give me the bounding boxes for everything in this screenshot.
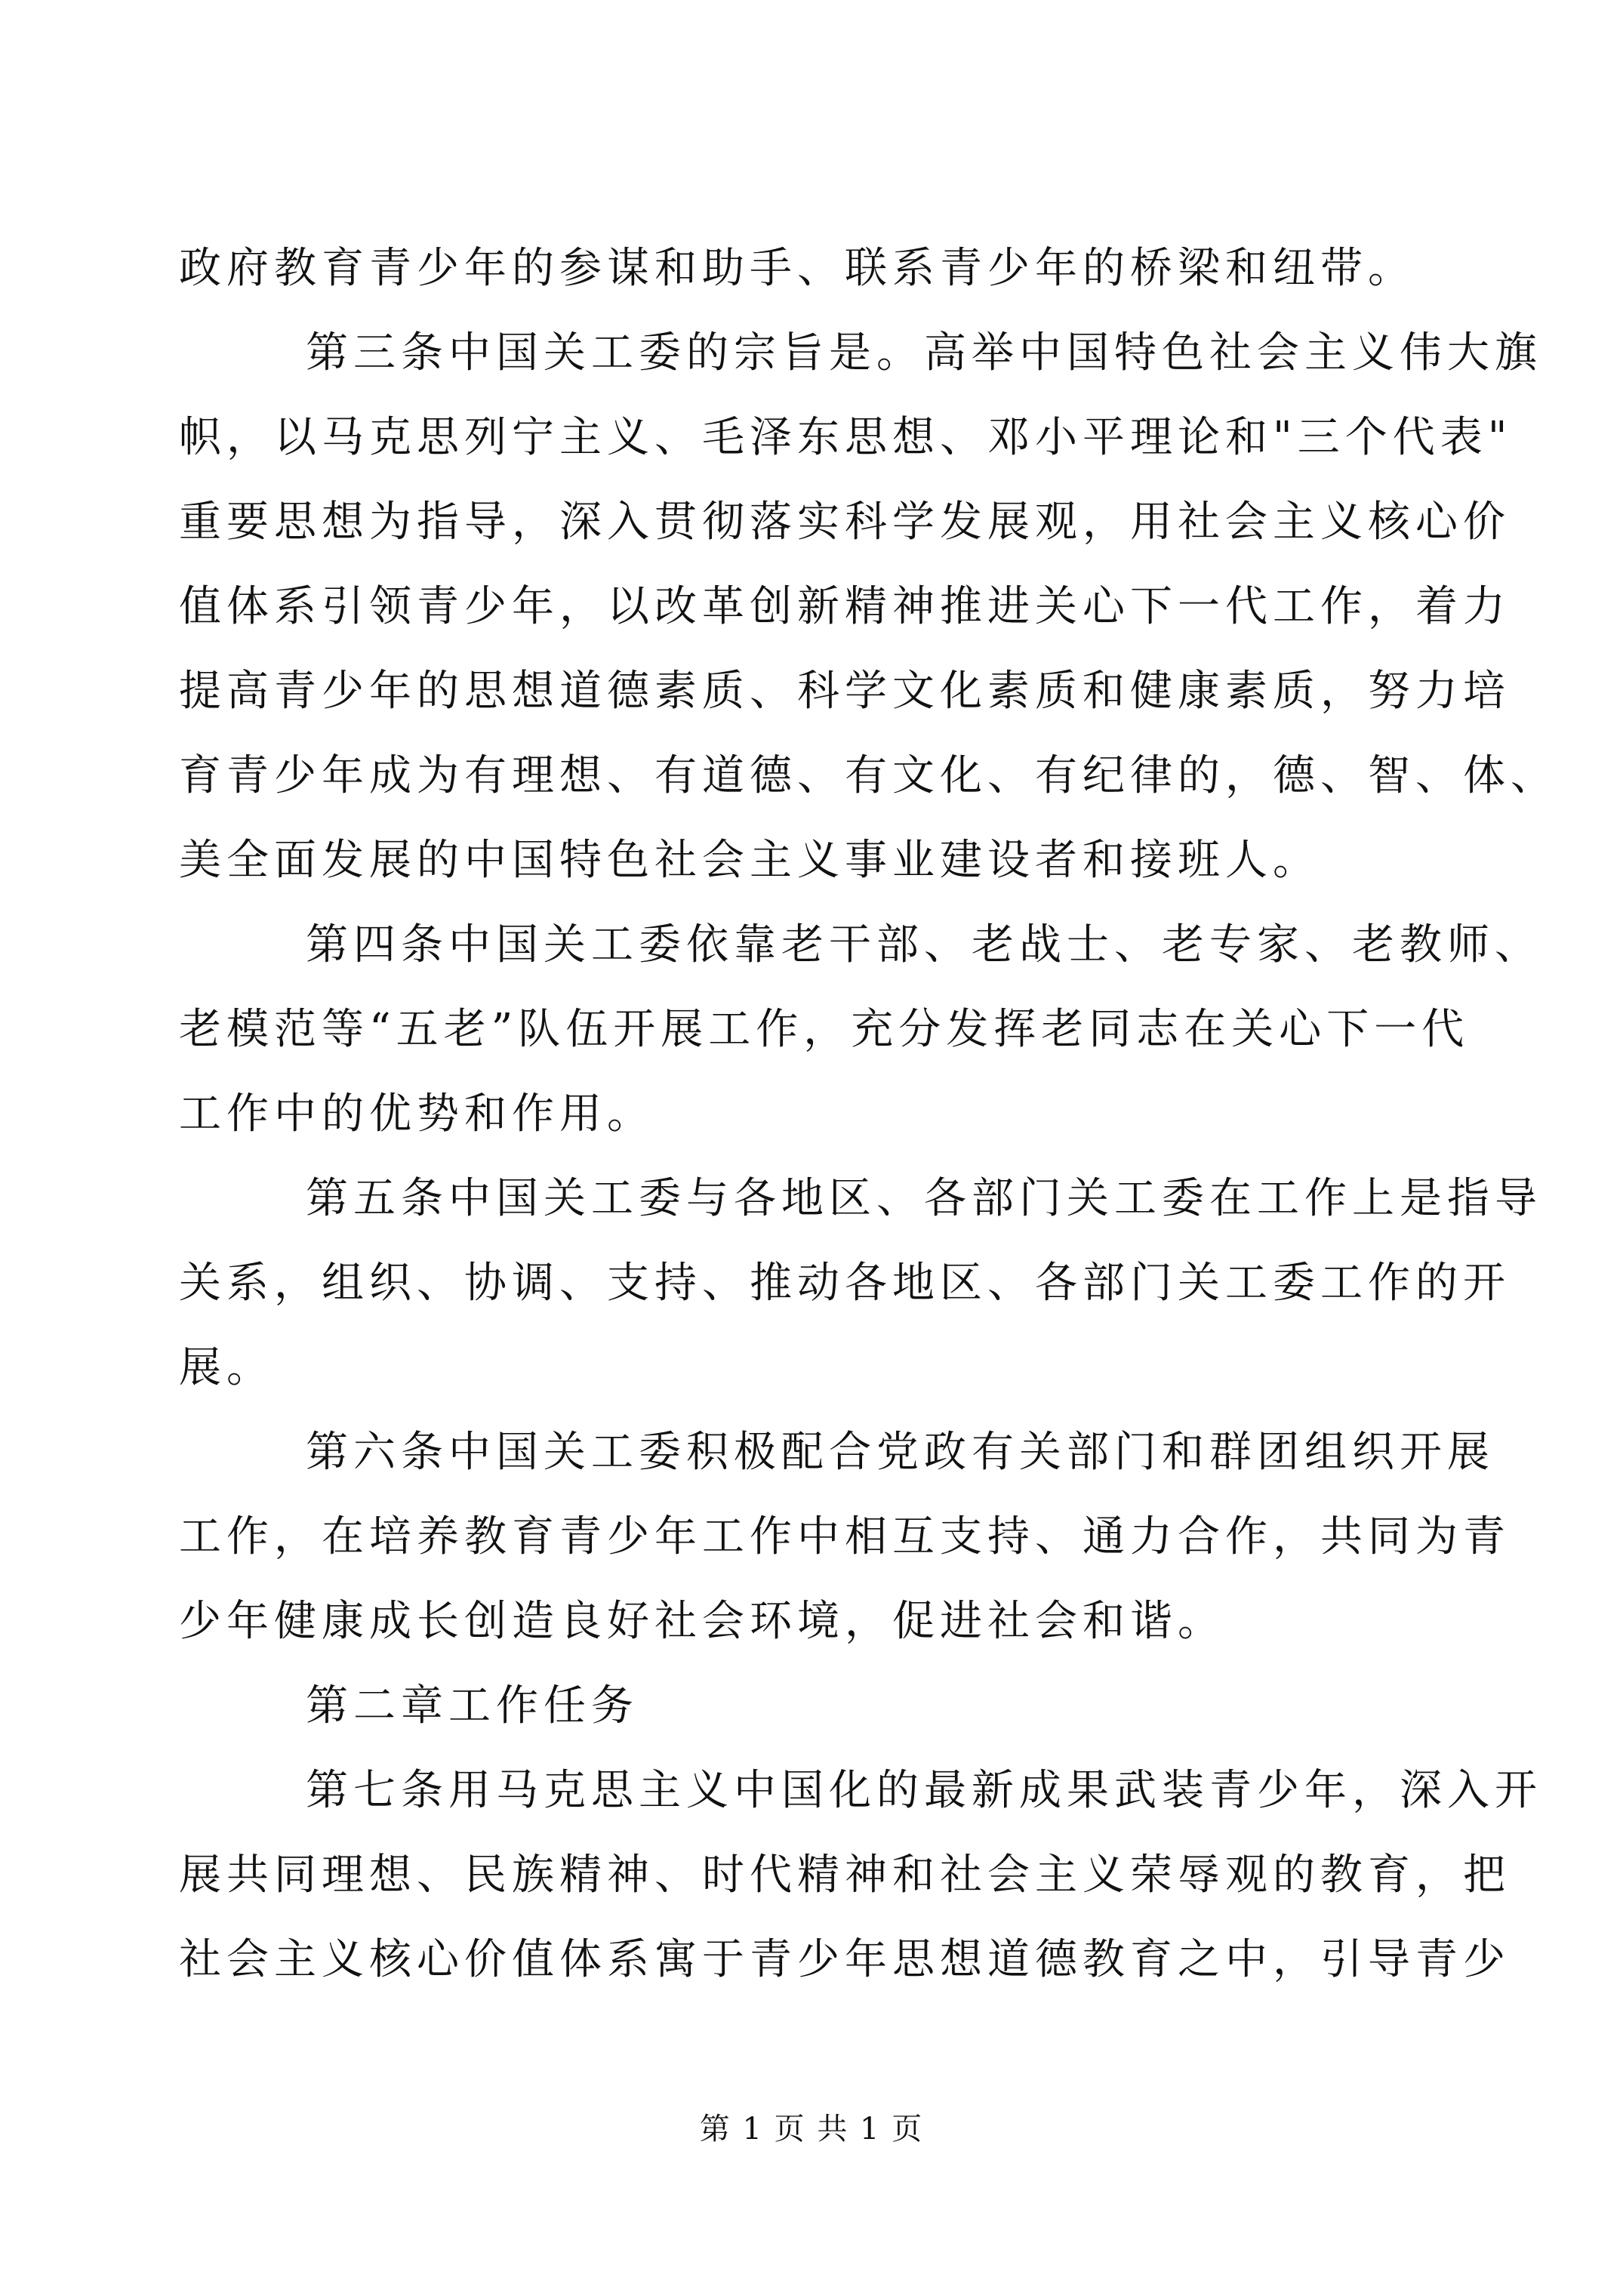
text-line: 第七条用马克思主义中国化的最新成果武装青少年，深入开	[306, 1766, 1542, 1815]
text-line: 第四条中国关工委依靠老干部、老战士、老专家、老教师、	[306, 920, 1542, 969]
text-line: 关系，组织、协调、支持、推动各地区、各部门关工委工作的开	[179, 1259, 1511, 1308]
text-line: 第五条中国关工委与各地区、各部门关工委在工作上是指导	[306, 1174, 1542, 1223]
text-line: 社会主义核心价值体系寓于青少年思想道德教育之中，引导青少	[179, 1935, 1511, 1984]
text-line: 少年健康成长创造良好社会环境，促进社会和谐。	[179, 1597, 1225, 1646]
text-line: 工作中的优势和作用。	[179, 1089, 654, 1139]
text-line: 美全面发展的中国特色社会主义事业建设者和接班人。	[179, 836, 1320, 885]
text-line: 第三条中国关工委的宗旨是。高举中国特色社会主义伟大旗	[306, 328, 1542, 378]
text-line: 育青少年成为有理想、有道德、有文化、有纪律的，德、智、体、	[179, 751, 1558, 800]
text-line: 政府教育青少年的参谋和助手、联系青少年的桥梁和纽带。	[179, 244, 1415, 293]
text-line: 展。	[179, 1343, 274, 1392]
text-line: 帜，以马克思列宁主义、毛泽东思想、邓小平理论和"三个代表"	[179, 413, 1513, 462]
document-body	[179, 227, 1558, 2002]
text-line: 工作，在培养教育青少年工作中相互支持、通力合作，共同为青	[179, 1512, 1511, 1561]
text-line: 值体系引领青少年，以改革创新精神推进关心下一代工作，着力	[179, 582, 1511, 631]
text-line: 重要思想为指导，深入贯彻落实科学发展观，用社会主义核心价	[179, 498, 1511, 547]
text-line: 老模范等“五老”队伍开展工作，充分发挥老同志在关心下一代	[179, 1005, 1470, 1054]
page-number-footer: 第 1 页 共 1 页	[699, 2112, 924, 2147]
text-line: 提高青少年的思想道德素质、科学文化素质和健康素质，努力培	[179, 667, 1511, 716]
chapter-heading: 第二章工作任务	[306, 1681, 639, 1730]
text-line: 展共同理想、民族精神、时代精神和社会主义荣辱观的教育，把	[179, 1851, 1511, 1900]
text-line: 第六条中国关工委积极配合党政有关部门和群团组织开展	[306, 1428, 1495, 1477]
